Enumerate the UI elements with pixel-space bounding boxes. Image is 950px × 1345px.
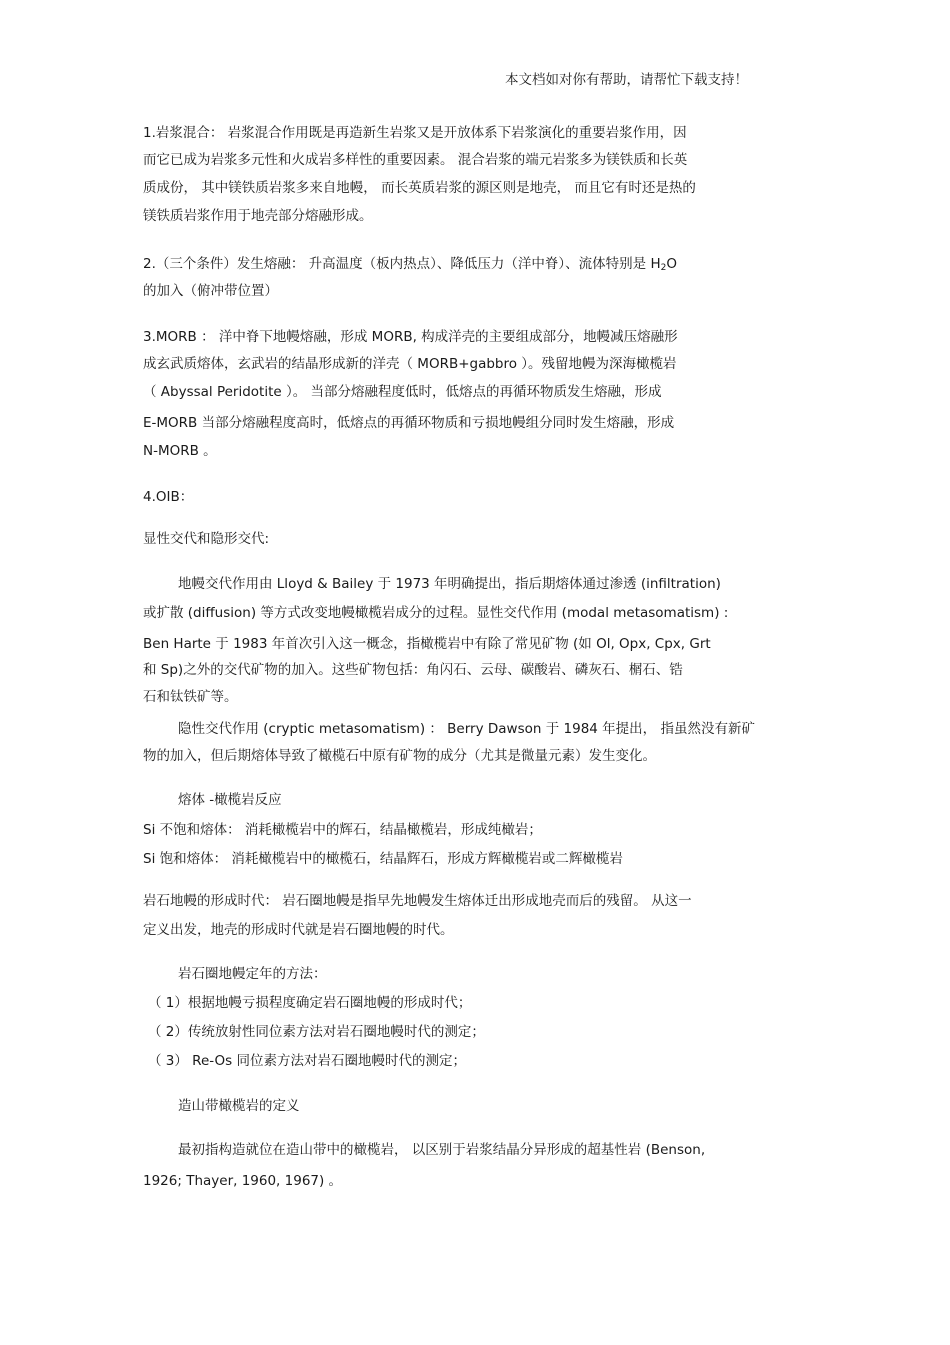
section-heading: 熔体 -橄榄岩反应 [178, 792, 282, 808]
section-heading: 岩石圈地幔定年的方法： [178, 966, 327, 982]
text-line: 镁铁质岩浆作用于地壳部分熔融形成。 [143, 208, 373, 224]
text-line [143, 255, 677, 277]
page-header: 本文档如对你有帮助，请帮忙下载支持！ [505, 72, 748, 88]
text-line: Si 饱和熔体： 消耗橄榄岩中的橄榄石，结晶辉石，形成方辉橄榄岩或二辉橄榄岩 [143, 851, 623, 867]
text-line: 的加入（俯冲带位置） [143, 283, 278, 299]
section-heading: 造山带橄榄岩的定义 [178, 1098, 300, 1114]
text-line: 1.岩浆混合： 岩浆混合作用既是再造新生岩浆又是开放体系下岩浆演化的重要岩浆作用，因 [143, 125, 687, 141]
text-line: 1926; Thayer, 1960, 1967) 。 [143, 1173, 343, 1189]
text-line: E-MORB 当部分熔融程度高时，低熔点的再循环物质和亏损地幔组分同时发生熔融，形成 [143, 415, 675, 431]
text-line: 和 Sp)之外的交代矿物的加入。这些矿物包括：角闪石、云母、碳酸岩、磷灰石、榍石、锆 [143, 662, 683, 678]
section-heading: 显性交代和隐形交代: [143, 531, 270, 547]
text-line: Ben Harte 于 1983 年首次引入这一概念，指橄榄岩中有除了常见矿物 (如 Ol, Opx, Cpx, Grt [143, 636, 711, 652]
text-line: 或扩散 (diffusion) 等方式改变地幔橄榄岩成分的过程。显性交代作用 (modal metasomatism) : [143, 605, 729, 621]
text-line: （ Abyssal Peridotite ）。 当部分熔融程度低时，低熔点的再循环物质发生熔融，形成 [143, 384, 662, 400]
text-line: 而它已成为岩浆多元性和火成岩多样性的重要因素。 混合岩浆的端元岩浆多为镁铁质和长英 [143, 152, 688, 168]
text-line: 地幔交代作用由 Lloyd & Bailey 于 1973 年明确提出，指后期熔体通过渗透 (infiltration) [178, 576, 721, 592]
text-line: 定义出发，地壳的形成时代就是岩石圈地幔的时代。 [143, 922, 454, 938]
text-line: 质成份， 其中镁铁质岩浆多来自地幔， 而长英质岩浆的源区则是地壳， 而且它有时还是热的 [143, 180, 696, 196]
text-line: 物的加入，但后期熔体导致了橄榄石中原有矿物的成分（尤其是微量元素）发生变化。 [143, 748, 656, 764]
text-line: 石和钛铁矿等。 [143, 689, 238, 705]
text-line: 3.MORB ： 洋中脊下地幔熔融，形成 MORB, 构成洋壳的主要组成部分，地幔减压熔融形 [143, 329, 678, 345]
text-line: Si 不饱和熔体： 消耗橄榄岩中的辉石，结晶橄榄岩，形成纯橄岩； [143, 822, 542, 838]
text-segment: O [666, 256, 677, 272]
text-line: 岩石地幔的形成时代： 岩石圈地幔是指早先地幔发生熔体迁出形成地壳而后的残留。 从这一 [143, 893, 692, 909]
text-line: 4.OIB： [143, 489, 194, 505]
text-line: N-MORB 。 [143, 443, 217, 459]
text-line: 成玄武质熔体，玄武岩的结晶形成新的洋壳（ MORB+gabbro ）。残留地幔为深海橄榄岩 [143, 356, 677, 372]
text-segment: 2.（三个条件）发生熔融： 升高温度（板内热点）、降低压力（洋中脊）、流体特别是 H [143, 256, 661, 272]
text-line: 最初指构造就位在造山带中的橄榄岩， 以区别于岩浆结晶分异形成的超基性岩 (Benson, [178, 1142, 706, 1158]
subscript: 2 [660, 263, 667, 273]
list-item: （ 3） Re-Os 同位素方法对岩石圈地幔时代的测定； [148, 1053, 466, 1069]
list-item: （ 1）根据地幔亏损程度确定岩石圈地幔的形成时代； [148, 995, 472, 1011]
list-item: （ 2）传统放射性同位素方法对岩石圈地幔时代的测定； [148, 1024, 485, 1040]
text-line: 隐性交代作用 (cryptic metasomatism) ： Berry Dawson 于 1984 年提出， 指虽然没有新矿 [178, 721, 755, 737]
